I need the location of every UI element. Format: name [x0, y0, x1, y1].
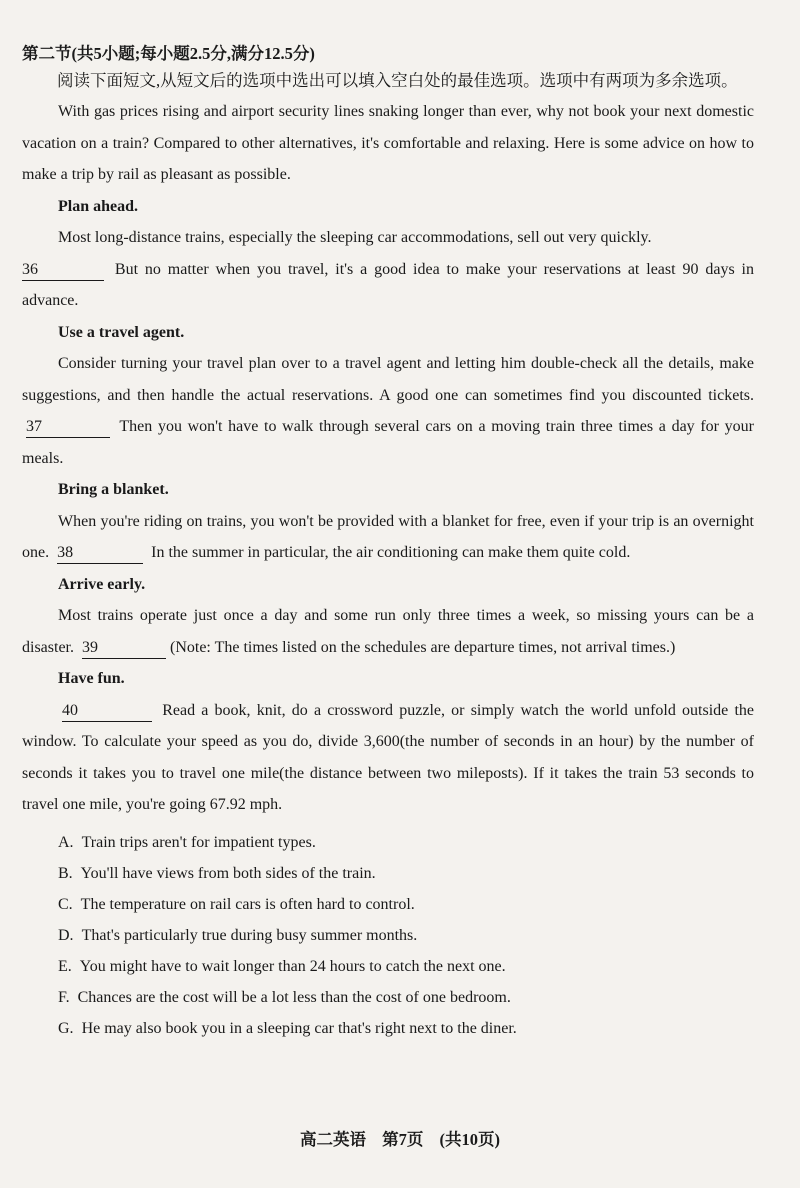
paragraph-text: Consider turning your travel plan over to a travel agent and letting him double-check all the details, make suggestions, and then handle the actual reservations. A good one can sometimes find you discounted tickets. [22, 355, 754, 404]
paragraph-travel-agent [22, 348, 754, 474]
option-letter: E. [58, 957, 72, 975]
option-letter: B. [58, 864, 73, 882]
heading-bring-blanket: Bring a blanket. [58, 481, 169, 498]
paragraph-bring-blanket [22, 506, 754, 569]
paragraph-text: When you're riding on trains, you won't be provided with a blanket for free, even if your trip is an overnight one. [22, 512, 754, 561]
answer-options [22, 827, 754, 1044]
option-f [58, 982, 754, 1013]
option-g [58, 1013, 754, 1044]
footer-subject: 高二英语 [300, 1130, 366, 1149]
option-text: Chances are the cost will be a lot less than the cost of one bedroom. [77, 988, 511, 1006]
answer-blank-40[interactable]: 40 [62, 701, 152, 722]
option-letter: C. [58, 895, 73, 913]
paragraph-text: Then you won't have to walk through several cars on a moving train three times a day for your meals. [22, 418, 754, 467]
option-letter: F. [58, 988, 70, 1006]
paragraph-text: Most trains operate just once a day and some run only three times a week, so missing yours can be a disaster. [22, 607, 754, 656]
section-title: 第二节(共5小题;每小题2.5分,满分12.5分) [22, 44, 315, 63]
paragraph-text: In the summer in particular, the air conditioning can make them quite cold. [151, 544, 631, 561]
paragraph-text: Read a book, knit, do a crossword puzzle, or simply watch the world unfold outside the window. To calculate your speed as you do, divide 3,600(the number of seconds in an hour) by the number of seconds it takes you to travel one mile(the distance between two mileposts). If it takes the train 53 seconds to travel one mile, you're going 67.92 mph. [22, 701, 754, 813]
option-d [58, 920, 754, 951]
answer-blank-36[interactable]: 36 [22, 260, 104, 281]
option-e [58, 951, 754, 982]
paragraph-text: But no matter when you travel, it's a good idea to make your reservations at least 90 days in advance. [22, 260, 754, 309]
paragraph-have-fun [22, 695, 754, 821]
option-text: Train trips aren't for impatient types. [81, 833, 316, 851]
paragraph-plan-ahead [22, 222, 754, 317]
option-c [58, 889, 754, 920]
option-text: The temperature on rail cars is often hard to control. [80, 895, 415, 913]
passage-intro: With gas prices rising and airport security lines snaking longer than ever, why not book your next domestic vacation on a train? Compared to other alternatives, it's comfortable and relaxing. Here is some advice on how to make a trip by rail as pleasant as possible. [22, 103, 754, 183]
footer-page-number: 第7页 [382, 1130, 424, 1149]
option-a [58, 827, 754, 858]
option-text: That's particularly true during busy summer months. [81, 926, 418, 944]
option-letter: D. [58, 926, 74, 944]
paragraph-text: Most long-distance trains, especially the sleeping car accommodations, sell out very quickly. [58, 229, 652, 246]
heading-plan-ahead: Plan ahead. [58, 197, 139, 215]
footer-total-pages: (共10页) [439, 1130, 500, 1149]
option-b [58, 858, 754, 889]
option-letter: A. [58, 833, 74, 851]
heading-have-fun: Have fun. [58, 670, 125, 687]
answer-blank-38[interactable]: 38 [57, 543, 143, 564]
heading-travel-agent: Use a travel agent. [58, 323, 185, 341]
heading-arrive-early: Arrive early. [58, 575, 146, 593]
page-footer [0, 1126, 800, 1150]
section-instruction: 阅读下面短文,从短文后的选项中选出可以填入空白处的最佳选项。选项中有两项为多余选项。 [57, 71, 738, 90]
paragraph-text: (Note: The times listed on the schedules are departure times, not arrival times.) [170, 638, 676, 656]
answer-blank-39[interactable]: 39 [82, 638, 166, 659]
option-letter: G. [58, 1019, 74, 1037]
answer-blank-37[interactable]: 37 [26, 417, 110, 438]
option-text: You'll have views from both sides of the train. [80, 864, 376, 882]
paragraph-arrive-early [22, 600, 754, 663]
option-text: You might have to wait longer than 24 hours to catch the next one. [79, 957, 506, 975]
option-text: He may also book you in a sleeping car that's right next to the diner. [81, 1019, 517, 1037]
